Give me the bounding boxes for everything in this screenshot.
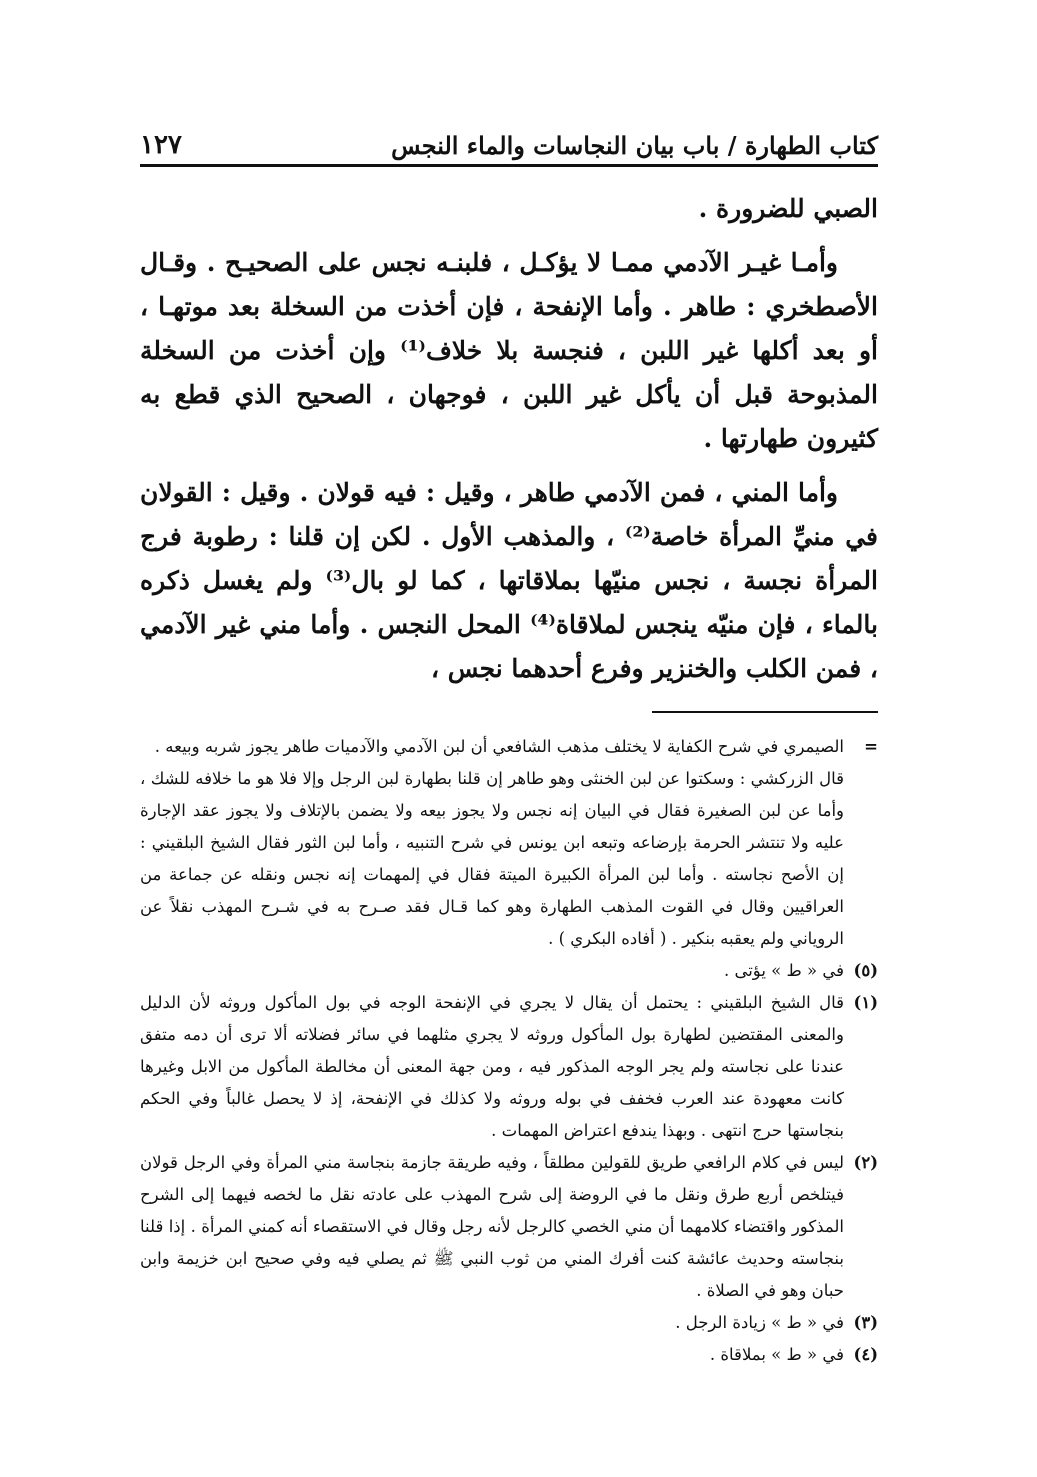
footnote-marker: (٣) [853, 1313, 878, 1332]
footnote-item [140, 987, 878, 1147]
footnote-item [140, 955, 878, 987]
footnotes [140, 731, 878, 1371]
footnote-text: في « ط » بملاقاة . [709, 1345, 844, 1364]
paragraph: وأمـا غيـر الآدمي ممـا لا يؤكـل ، فلبنـه نجس على الصحيـح . وقـال الأصطخري : طاهر . وأما الإنفحة ، فإن أخذت من السخلة بعد موتهـا ، أو بعد أكلها غير اللبن ، فنجسة بلا خلاف⁽¹⁾ وإن أخذت من السخلة المذبوحة قبل أن يأكل غير اللبن ، فوجهان ، الصحيح الذي قطع به كثيرون طهارتها . [140, 248, 878, 453]
book-page [140, 118, 878, 1371]
footnote-text: قال الزركشي : وسكتوا عن لبن الخنثى وهو طاهر إن قلنا بطهارة لبن الرجل وإلا فلا هو ما خلافه للشك ، وأما عن لبن الصغيرة فقال في البيان إنه نجس ولا يجوز بيعه ولا يضمن بالإتلاف ولا يجوز عقد الإجارة عليه ولا تنتشر الحرمة بإرضاعه وتبعه ابن يونس في شرح التنبيه ، وأما لبن الثور فقال الشيخ البلقيني : إن الأصح نجاسته . وأما لبن المرأة الكبيرة الميتة فقال في إلمهمات إنه نجس ونقله عن جماعة من العراقيين وقال في القوت المذهب الطهارة وهو كما قـال فقد صـرح به في شـرح المهذب نقلاً عن الروياني ولم يعقبه بنكير . ( أفاده البكري ) . [140, 769, 844, 948]
paragraph: وأما المني ، فمن الآدمي طاهر ، وقيل : فيه قولان . وقيل : القولان في منيِّ المرأة خاصة⁽²⁾ ، والمذهب الأول . لكن إن قلنا : رطوبة فرج المرأة نجسة ، نجس منيّها بملاقاتها ، كما لو بال⁽³⁾ ولم يغسل ذكره بالماء ، فإن منيّه ينجس لملاقاة⁽⁴⁾ المحل النجس . وأما مني غير الآدمي ، فمن الكلب والخنزير وفرع أحدهما نجس ، [140, 478, 878, 683]
footnote-text: في « ط » يؤتى . [723, 961, 844, 980]
footnote-text: قال الشيخ البلقيني : يحتمل أن يقال لا يجري في الإنفحة الوجه في بول المأكول وروثه لأن الدليل والمعنى المقتضين لطهارة بول المأكول وروثه لا يجري مثلهما في سائر فضلاته ألا ترى أن دمه متفق عندنا على نجاسته ولم يجر الوجه المذكور فيه ، ومن جهة المعنى أن مخالطة المأكول من الابل وغيرها كانت معهودة عند العرب فخفف في بوله وروثه ولا كذلك في الإنفحة، إذ لا يحصل غالباً وفي الحكم بنجاستها حرج انتهى . وبهذا يندفع اعتراض المهمات . [140, 993, 844, 1140]
footnote-continued [140, 731, 878, 955]
footnote-separator [652, 711, 878, 713]
footnote-item [140, 1307, 878, 1339]
running-header [140, 118, 878, 167]
main-text [140, 187, 878, 691]
footnote-marker: (٥) [853, 961, 878, 980]
footnote-item [140, 1147, 878, 1307]
header-title: كتاب الطهارة / باب بيان النجاسات والماء النجس [391, 131, 878, 160]
footnote-marker: = [864, 737, 878, 756]
footnote-text: في « ط » زيادة الرجل . [675, 1313, 844, 1332]
footnote-marker: (٢) [853, 1153, 878, 1172]
footnote-item [140, 1339, 878, 1371]
paragraph: الصبي للضرورة . [698, 194, 878, 223]
footnote-text: الصيمري في شرح الكفاية لا يختلف مذهب الشافعي أن لبن الآدمي والآدميات طاهر يجوز شربه وبيعه . [154, 737, 844, 756]
page-number: ١٢٧ [140, 130, 182, 160]
footnote-marker: (١) [853, 993, 878, 1012]
footnote-marker: (٤) [853, 1345, 878, 1364]
footnote-text: ليس في كلام الرافعي طريق للقولين مطلقاً ، وفيه طريقة جازمة بنجاسة مني المرأة وفي الرجل قولان فيتلخص أربع طرق ونقل ما في الروضة إلى شرح المهذب على عادته نقل ما لخصه فيهما إلى الشرح المذكور واقتضاء كلامهما أن مني الخصي كالرجل لأنه رجل وقال في الاستقصاء أنه كمني المرأة . إذا قلنا بنجاسته وحديث عائشة كنت أفرك المني من ثوب النبي ﷺ ثم يصلي فيه وفي صحيح ابن خزيمة وابن حبان وهو في الصلاة . [140, 1153, 844, 1300]
